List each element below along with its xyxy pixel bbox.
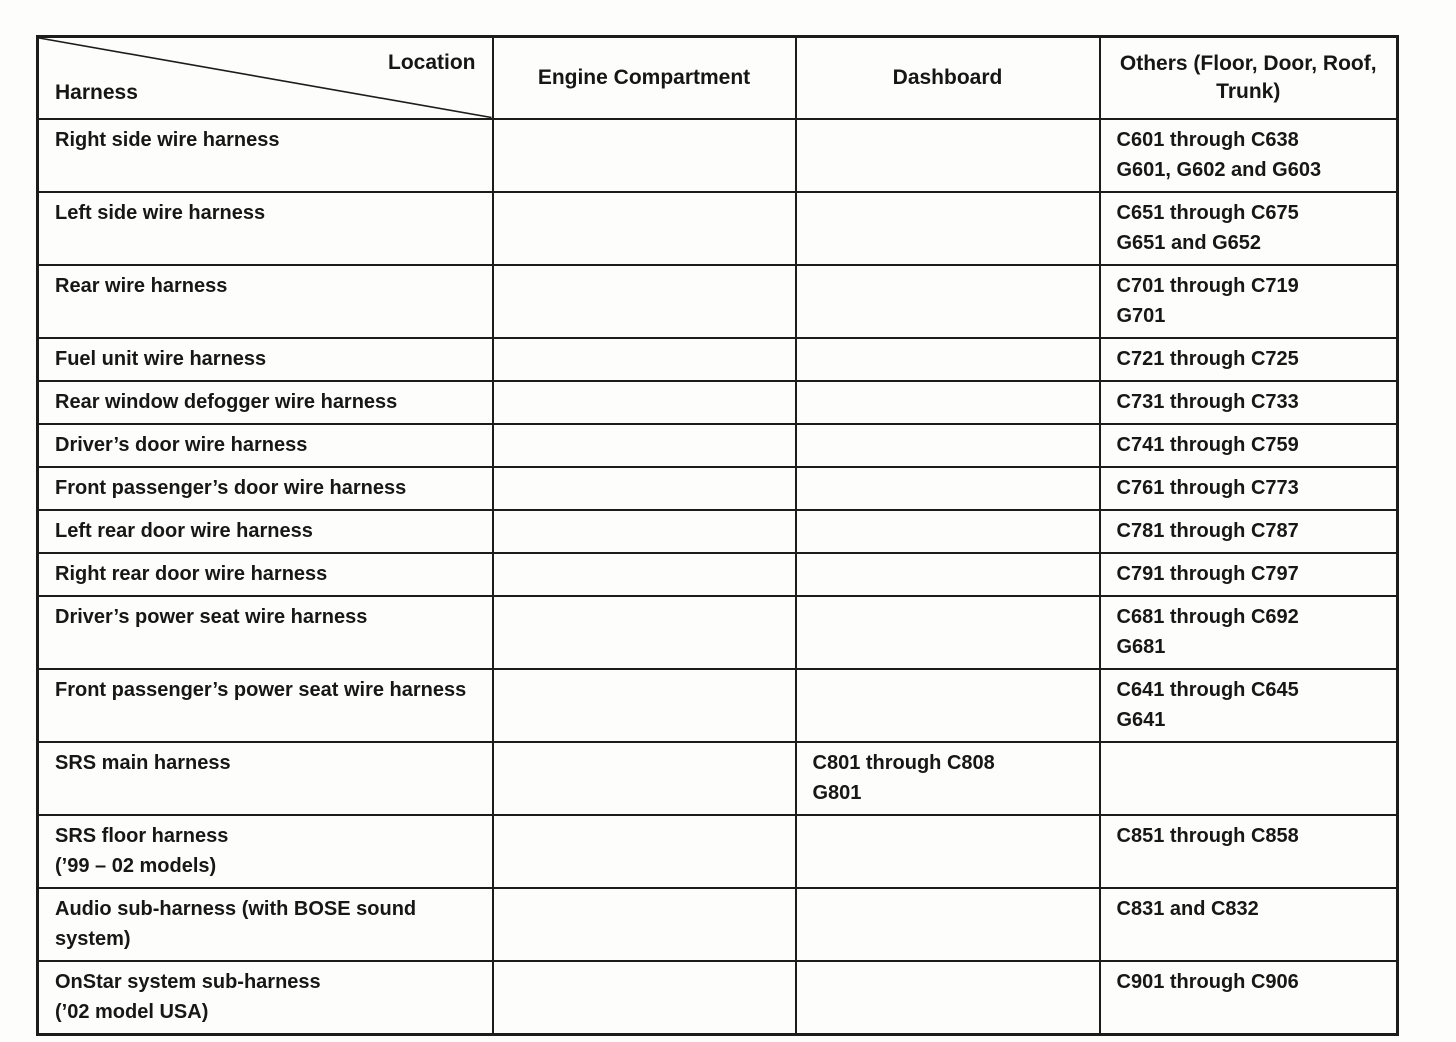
table-row xyxy=(38,510,1398,553)
header-col-others: Others (Floor, Door, Roof, Trunk) xyxy=(1100,37,1398,119)
cell-text: Rear window defogger wire harness xyxy=(55,390,398,413)
cell-text: Front passenger’s door wire harness xyxy=(55,476,407,499)
cell-harness xyxy=(38,742,493,815)
cell-text: Left side wire harness xyxy=(55,201,266,224)
cell-engine-compartment xyxy=(493,424,796,467)
cell-engine-compartment xyxy=(493,338,796,381)
table-body xyxy=(38,119,1398,1035)
cell-text: C701 through C719 xyxy=(1116,274,1299,297)
cell-others xyxy=(1100,669,1398,742)
cell-harness xyxy=(38,596,493,669)
cell-text: C781 through C787 xyxy=(1116,519,1299,542)
cell-text: Right rear door wire harness xyxy=(55,562,328,585)
cell-text: SRS floor harness xyxy=(55,824,229,847)
cell-others xyxy=(1100,338,1398,381)
cell-engine-compartment xyxy=(493,467,796,510)
cell-dashboard xyxy=(796,338,1100,381)
cell-harness xyxy=(38,888,493,961)
cell-harness xyxy=(38,381,493,424)
cell-dashboard xyxy=(796,815,1100,888)
cell-text: Driver’s power seat wire harness xyxy=(55,605,368,628)
table-row xyxy=(38,815,1398,888)
cell-dashboard xyxy=(796,669,1100,742)
cell-text: C641 through C645 xyxy=(1116,678,1299,701)
cell-dashboard xyxy=(796,742,1100,815)
cell-others xyxy=(1100,553,1398,596)
cell-dashboard xyxy=(796,888,1100,961)
cell-harness xyxy=(38,119,493,192)
table-row xyxy=(38,553,1398,596)
cell-others xyxy=(1100,192,1398,265)
table-row xyxy=(38,119,1398,192)
cell-others xyxy=(1100,596,1398,669)
cell-harness xyxy=(38,510,493,553)
cell-dashboard xyxy=(796,265,1100,338)
table-header xyxy=(38,37,1398,119)
cell-engine-compartment xyxy=(493,888,796,961)
cell-text: Rear wire harness xyxy=(55,274,228,297)
table-row xyxy=(38,192,1398,265)
cell-text: C681 through C692 xyxy=(1116,605,1299,628)
cell-harness xyxy=(38,815,493,888)
cell-engine-compartment xyxy=(493,596,796,669)
cell-text: G641 xyxy=(1116,708,1166,731)
cell-text: (’99 – 02 models) xyxy=(55,854,217,877)
table-row xyxy=(38,742,1398,815)
cell-harness xyxy=(38,338,493,381)
cell-others xyxy=(1100,888,1398,961)
cell-text: C651 through C675 xyxy=(1116,201,1299,224)
cell-dashboard xyxy=(796,961,1100,1035)
table-row xyxy=(38,467,1398,510)
cell-harness xyxy=(38,553,493,596)
cell-text: C791 through C797 xyxy=(1116,562,1299,585)
cell-others xyxy=(1100,467,1398,510)
cell-dashboard xyxy=(796,424,1100,467)
cell-engine-compartment xyxy=(493,961,796,1035)
cell-text: Left rear door wire harness xyxy=(55,519,313,542)
header-harness-label: Harness xyxy=(55,80,138,104)
header-col-dashboard: Dashboard xyxy=(796,37,1100,119)
cell-text: C801 through C808 xyxy=(812,751,995,774)
table-row xyxy=(38,424,1398,467)
cell-others xyxy=(1100,742,1398,815)
cell-others xyxy=(1100,815,1398,888)
cell-others xyxy=(1100,265,1398,338)
cell-others xyxy=(1100,119,1398,192)
cell-text: G651 and G652 xyxy=(1116,231,1262,254)
cell-text: C721 through C725 xyxy=(1116,347,1299,370)
cell-dashboard xyxy=(796,510,1100,553)
cell-dashboard xyxy=(796,467,1100,510)
cell-text: C851 through C858 xyxy=(1116,824,1299,847)
cell-text: G601, G602 and G603 xyxy=(1116,158,1322,181)
table-row xyxy=(38,265,1398,338)
cell-harness xyxy=(38,467,493,510)
cell-text: G701 xyxy=(1116,304,1166,327)
table-row xyxy=(38,381,1398,424)
cell-harness xyxy=(38,265,493,338)
cell-dashboard xyxy=(796,553,1100,596)
table-row xyxy=(38,596,1398,669)
cell-text: C601 through C638 xyxy=(1116,128,1299,151)
header-location-label: Location xyxy=(388,51,476,74)
cell-text: (’02 model USA) xyxy=(55,1000,209,1023)
cell-text: SRS main harness xyxy=(55,751,231,774)
table-row xyxy=(38,961,1398,1035)
cell-engine-compartment xyxy=(493,381,796,424)
header-corner-cell xyxy=(38,37,493,119)
cell-harness xyxy=(38,669,493,742)
cell-engine-compartment xyxy=(493,553,796,596)
cell-engine-compartment xyxy=(493,119,796,192)
cell-others xyxy=(1100,961,1398,1035)
cell-text: Front passenger’s power seat wire harness xyxy=(55,678,467,701)
cell-text: Fuel unit wire harness xyxy=(55,347,267,370)
cell-harness xyxy=(38,424,493,467)
header-row xyxy=(38,37,1398,119)
cell-dashboard xyxy=(796,119,1100,192)
cell-harness xyxy=(38,961,493,1035)
cell-text: OnStar system sub-harness xyxy=(55,970,321,993)
cell-text: C741 through C759 xyxy=(1116,433,1299,456)
cell-text: Driver’s door wire harness xyxy=(55,433,308,456)
cell-text: G801 xyxy=(812,781,862,804)
harness-location-table xyxy=(36,35,1399,1036)
table-row xyxy=(38,338,1398,381)
cell-dashboard xyxy=(796,381,1100,424)
cell-engine-compartment xyxy=(493,510,796,553)
cell-text: G681 xyxy=(1116,635,1166,658)
table-row xyxy=(38,888,1398,961)
cell-others xyxy=(1100,381,1398,424)
cell-text: Audio sub-harness (with BOSE sound system) xyxy=(55,897,417,950)
cell-engine-compartment xyxy=(493,815,796,888)
cell-others xyxy=(1100,510,1398,553)
cell-engine-compartment xyxy=(493,669,796,742)
cell-dashboard xyxy=(796,596,1100,669)
cell-text: C761 through C773 xyxy=(1116,476,1299,499)
cell-text: C901 through C906 xyxy=(1116,970,1299,993)
header-col-engine-compartment: Engine Compartment xyxy=(493,37,796,119)
cell-engine-compartment xyxy=(493,265,796,338)
cell-text: C731 through C733 xyxy=(1116,390,1299,413)
cell-dashboard xyxy=(796,192,1100,265)
cell-harness xyxy=(38,192,493,265)
cell-others xyxy=(1100,424,1398,467)
cell-text: C831 and C832 xyxy=(1116,897,1259,920)
table-row xyxy=(38,669,1398,742)
cell-engine-compartment xyxy=(493,192,796,265)
cell-engine-compartment xyxy=(493,742,796,815)
cell-text: Right side wire harness xyxy=(55,128,280,151)
